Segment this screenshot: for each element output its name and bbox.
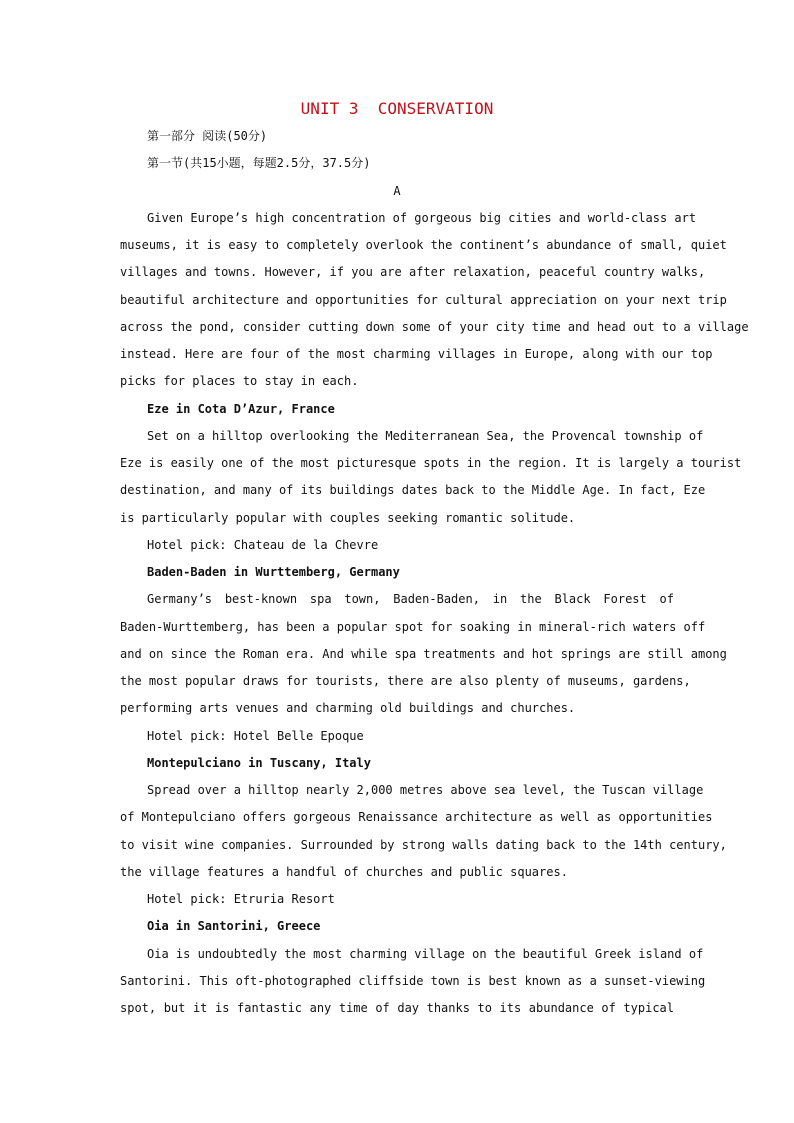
village-heading: Oia in Santorini, Greece (147, 919, 321, 934)
hotel-pick: Hotel pick: Chateau de la Chevre (147, 537, 379, 552)
paragraph-line: Eze is easily one of the most picturesque spots in the region. It is largely a tourist (120, 456, 742, 470)
paragraph-line: across the pond, consider cutting down some of your city time and head out to a village (120, 319, 749, 334)
paragraph-line: the most popular draws for tourists, there are also plenty of museums, gardens, (120, 674, 691, 688)
paragraph-line: to visit wine companies. Surrounded by strong walls dating back to the 14th century, (120, 837, 727, 852)
paragraph-line: villages and towns. However, if you are after relaxation, peaceful country walks, (120, 265, 706, 280)
paragraph-line: and on since the Roman era. And while spa treatments and hot springs are still among (120, 646, 727, 661)
hotel-pick: Hotel pick: Hotel Belle Epoque (147, 728, 364, 743)
paragraph-line: of Montepulciano offers gorgeous Renaissance architecture as well as opportunities (120, 810, 713, 825)
passage-label: A (393, 183, 401, 198)
village-heading: Eze in Cota D’Azur, France (147, 401, 335, 416)
paragraph-line: Germany’s best-known spa town, Baden-Baden, in the Black Forest of (147, 592, 674, 607)
paragraph-line: picks for places to stay in each. (120, 374, 359, 389)
paragraph-line: beautiful architecture and opportunities for cultural appreciation on your next trip (120, 292, 727, 307)
paragraph-line: the village features a handful of churches and public squares. (120, 864, 568, 879)
hotel-pick: Hotel pick: Etruria Resort (147, 892, 335, 906)
village-heading: Montepulciano in Tuscany, Italy (147, 755, 371, 770)
paragraph-line: Given Europe’s high concentration of gorgeous big cities and world-class art (147, 210, 697, 225)
paragraph-line: Baden-Wurttemberg, has been a popular spot for soaking in mineral-rich waters off (120, 619, 706, 634)
village-section-oia (120, 913, 706, 1022)
paragraph-line: is particularly popular with couples seeking romantic solitude. (120, 510, 576, 525)
section-heading: 第一节(共15小题，每题2.5分，37.5分) (147, 156, 371, 171)
paragraph-line: Santorini. This oft-photographed cliffside town is best known as a sunset-viewing (120, 973, 706, 988)
intro-paragraph (120, 205, 749, 396)
village-section-montepulciano (120, 750, 727, 914)
village-heading: Baden-Baden in Wurttemberg, Germany (147, 565, 400, 579)
village-section-baden-baden (120, 559, 727, 750)
paragraph-line: Set on a hilltop overlooking the Mediterranean Sea, the Provencal township of (147, 428, 704, 443)
part-heading: 第一部分 阅读(50分) (147, 129, 268, 143)
paragraph-line: spot, but it is fantastic any time of day thanks to its abundance of typical (120, 1001, 674, 1015)
unit-title: UNIT 3 CONSERVATION (300, 99, 494, 118)
paragraph-line: Spread over a hilltop nearly 2,000 metres above sea level, the Tuscan village (147, 783, 704, 797)
village-section-eze (120, 396, 742, 560)
paragraph-line: instead. Here are four of the most charming villages in Europe, along with our top (120, 347, 713, 361)
paragraph-line: museums, it is easy to completely overlook the continent’s abundance of small, quiet (120, 238, 727, 252)
paragraph-line: Oia is undoubtedly the most charming village on the beautiful Greek island of (147, 946, 704, 961)
paragraph-line: performing arts venues and charming old buildings and churches. (120, 701, 576, 716)
paragraph-line: destination, and many of its buildings dates back to the Middle Age. In fact, Eze (120, 483, 706, 498)
document-page (120, 95, 749, 1022)
